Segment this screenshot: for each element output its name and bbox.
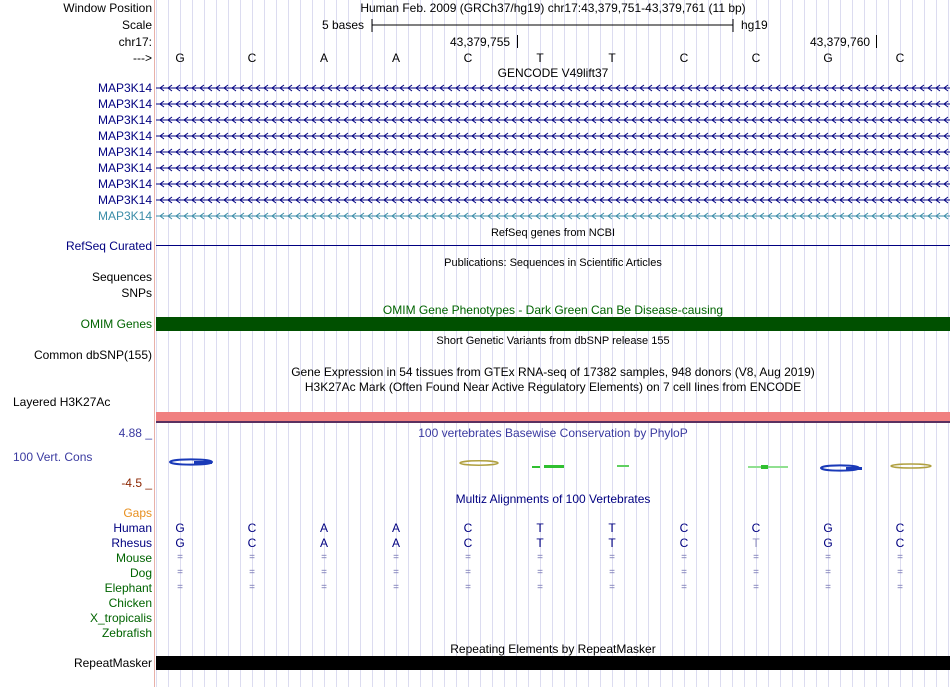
gencode-title: GENCODE V49lift37 [497, 66, 609, 80]
base-6: T [608, 51, 616, 65]
alignment-base: = [897, 567, 903, 578]
sequences-label[interactable]: Sequences [91, 270, 152, 284]
alignment-base: T [536, 536, 544, 550]
base-1: C [247, 51, 257, 65]
alignment-base: = [825, 582, 831, 593]
alignment-base: C [463, 521, 473, 535]
alignment-base: = [753, 567, 759, 578]
species-label-x_tropicalis[interactable]: X_tropicalis [89, 611, 152, 625]
repeatmasker-label[interactable]: RepeatMasker [73, 656, 152, 670]
gencode-gene-label[interactable]: MAP3K14 [97, 209, 152, 223]
alignment-base: C [895, 536, 905, 550]
alignment-base: G [823, 536, 833, 550]
species-label-rhesus[interactable]: Rhesus [111, 536, 152, 550]
label-divider [154, 0, 155, 687]
window-position-label: Window Position [63, 1, 152, 15]
gencode-gene-track[interactable] [156, 115, 950, 125]
gtex-title: Gene Expression in 54 tissues from GTEx RNA-seq of 17382 samples, 948 donors (V8, Aug 2019) [291, 365, 815, 379]
gencode-gene-track[interactable] [156, 99, 950, 109]
base-3: A [391, 51, 400, 65]
alignment-base: G [823, 521, 833, 535]
alignment-base: = [681, 567, 687, 578]
gencode-gene-label[interactable]: MAP3K14 [97, 97, 152, 111]
dbsnp-title: Short Genetic Variants from dbSNP release 155 [436, 335, 670, 347]
alignment-base: G [175, 521, 185, 535]
alignment-base: T [608, 521, 616, 535]
base-2: A [319, 51, 328, 65]
species-label-elephant[interactable]: Elephant [104, 581, 152, 595]
alignment-base: A [319, 536, 328, 550]
base-0: G [175, 51, 185, 65]
conservation-glyph-6 [821, 465, 862, 470]
alignment-base: = [177, 567, 183, 578]
alignment-base: C [463, 536, 473, 550]
alignment-base: = [393, 567, 399, 578]
conservation-signal[interactable] [156, 455, 950, 475]
alignment-base: T [536, 521, 544, 535]
publications-title: Publications: Sequences in Scientific Articles [444, 257, 662, 269]
gencode-gene-track[interactable] [156, 147, 950, 157]
alignment-base: = [249, 582, 255, 593]
gencode-gene-track[interactable] [156, 83, 950, 93]
conservation-min-label: -4.5 _ [121, 476, 152, 490]
repeatmasker-title: Repeating Elements by RepeatMasker [450, 642, 656, 656]
chrom-label: chr17: [118, 35, 152, 49]
gencode-gene-label[interactable]: MAP3K14 [97, 145, 152, 159]
scale-value: 5 bases [322, 18, 365, 32]
alignment-base: = [177, 552, 183, 563]
window-position-value: Human Feb. 2009 (GRCh37/hg19) chr17:43,379,751-43,379,761 (11 bp) [360, 1, 746, 15]
conservation-title: 100 vertebrates Basewise Conservation by PhyloP [418, 426, 688, 440]
alignment-base: A [391, 521, 400, 535]
h3k27ac-label[interactable]: Layered H3K27Ac [13, 395, 111, 409]
gencode-gene-track[interactable] [156, 195, 950, 205]
coord-right-tick [876, 35, 877, 48]
base-9: G [823, 51, 833, 65]
alignment-base: = [465, 567, 471, 578]
h3k27ac-baseline [156, 421, 950, 423]
alignment-base: = [897, 552, 903, 563]
gencode-gene-track[interactable] [156, 211, 950, 221]
species-label-chicken[interactable]: Chicken [108, 596, 152, 610]
base-4: C [463, 51, 473, 65]
alignment-base: = [321, 552, 327, 563]
conservation-max-label: 4.88 _ [118, 426, 152, 440]
conservation-glyph-5 [748, 465, 788, 469]
alignment-base: = [609, 582, 615, 593]
refseq-title: RefSeq genes from NCBI [490, 227, 616, 239]
h3k27ac-title: H3K27Ac Mark (Often Found Near Active Regulatory Elements) on 7 cell lines from ENCODE [304, 380, 802, 394]
alignment-base: C [679, 536, 689, 550]
alignment-base: = [825, 567, 831, 578]
refseq-label[interactable]: RefSeq Curated [65, 239, 152, 253]
base-7: C [679, 51, 689, 65]
conservation-label[interactable]: 100 Vert. Cons [13, 450, 93, 464]
alignment-base: C [895, 521, 905, 535]
gencode-gene-label[interactable]: MAP3K14 [97, 177, 152, 191]
alignment-base: A [319, 521, 328, 535]
base-10: C [895, 51, 905, 65]
scale-assembly: hg19 [741, 18, 768, 32]
conservation-glyph-7 [891, 464, 931, 468]
base-5: T [536, 51, 544, 65]
coord-left-tick [517, 35, 518, 48]
dbsnp-label[interactable]: Common dbSNP(155) [33, 348, 152, 362]
gaps-label[interactable]: Gaps [123, 506, 152, 520]
alignment-base: = [537, 582, 543, 593]
alignment-base: C [247, 521, 257, 535]
omim-title: OMIM Gene Phenotypes - Dark Green Can Be Disease-causing [382, 303, 724, 317]
alignment-base: = [897, 582, 903, 593]
species-label-dog[interactable]: Dog [129, 566, 152, 580]
alignment-base: = [753, 582, 759, 593]
alignment-base: = [681, 552, 687, 563]
coord-right: 43,379,760 [810, 35, 871, 49]
alignment-base: = [393, 582, 399, 593]
alignment-base: T [608, 536, 616, 550]
species-label-human[interactable]: Human [113, 521, 152, 535]
conservation-glyph-1 [170, 459, 212, 464]
species-label-zebrafish[interactable]: Zebrafish [101, 626, 152, 640]
alignment-base: = [249, 552, 255, 563]
refseq-gene-line[interactable] [156, 245, 950, 246]
alignment-base: = [321, 567, 327, 578]
alignment-base: = [609, 567, 615, 578]
gencode-gene-label[interactable]: MAP3K14 [97, 161, 152, 175]
alignment-base: = [753, 552, 759, 563]
species-label-mouse[interactable]: Mouse [115, 551, 152, 565]
scale-bar [371, 17, 736, 33]
alignment-base: C [679, 521, 689, 535]
coord-left: 43,379,755 [450, 35, 511, 49]
conservation-glyph-4 [617, 465, 629, 467]
alignment-base: T [752, 536, 760, 550]
omim-label[interactable]: OMIM Genes [80, 317, 152, 331]
gencode-gene-label[interactable]: MAP3K14 [97, 113, 152, 127]
omim-gene-bar[interactable] [156, 317, 950, 331]
alignment-base: = [321, 582, 327, 593]
snps-label[interactable]: SNPs [121, 286, 152, 300]
alignment-base: = [537, 567, 543, 578]
gencode-gene-label[interactable]: MAP3K14 [97, 81, 152, 95]
gencode-gene-track[interactable] [156, 131, 950, 141]
alignment-base: = [537, 552, 543, 563]
gencode-gene-label[interactable]: MAP3K14 [97, 129, 152, 143]
track-label-column [0, 0, 154, 687]
gencode-gene-label[interactable]: MAP3K14 [97, 193, 152, 207]
alignment-base: = [249, 567, 255, 578]
alignment-base: = [825, 552, 831, 563]
multiz-title: Multiz Alignments of 100 Vertebrates [455, 492, 651, 506]
base-8: C [751, 51, 761, 65]
alignment-base: = [465, 552, 471, 563]
conservation-glyph-2 [460, 461, 498, 465]
gencode-gene-track[interactable] [156, 163, 950, 173]
alignment-base: C [751, 521, 761, 535]
alignment-base: = [465, 582, 471, 593]
alignment-base: C [247, 536, 257, 550]
gencode-gene-track[interactable] [156, 179, 950, 189]
scale-label: Scale [121, 18, 152, 32]
alignment-base: G [175, 536, 185, 550]
h3k27ac-signal-bar[interactable] [156, 412, 950, 421]
track-image-area[interactable] [156, 0, 950, 687]
strand-label[interactable]: ---> [133, 51, 152, 65]
alignment-base: = [681, 582, 687, 593]
alignment-base: = [177, 582, 183, 593]
alignment-base: = [609, 552, 615, 563]
conservation-glyph-3 [532, 465, 564, 468]
alignment-base: A [391, 536, 400, 550]
alignment-base: = [393, 552, 399, 563]
repeatmasker-bar[interactable] [156, 656, 950, 670]
